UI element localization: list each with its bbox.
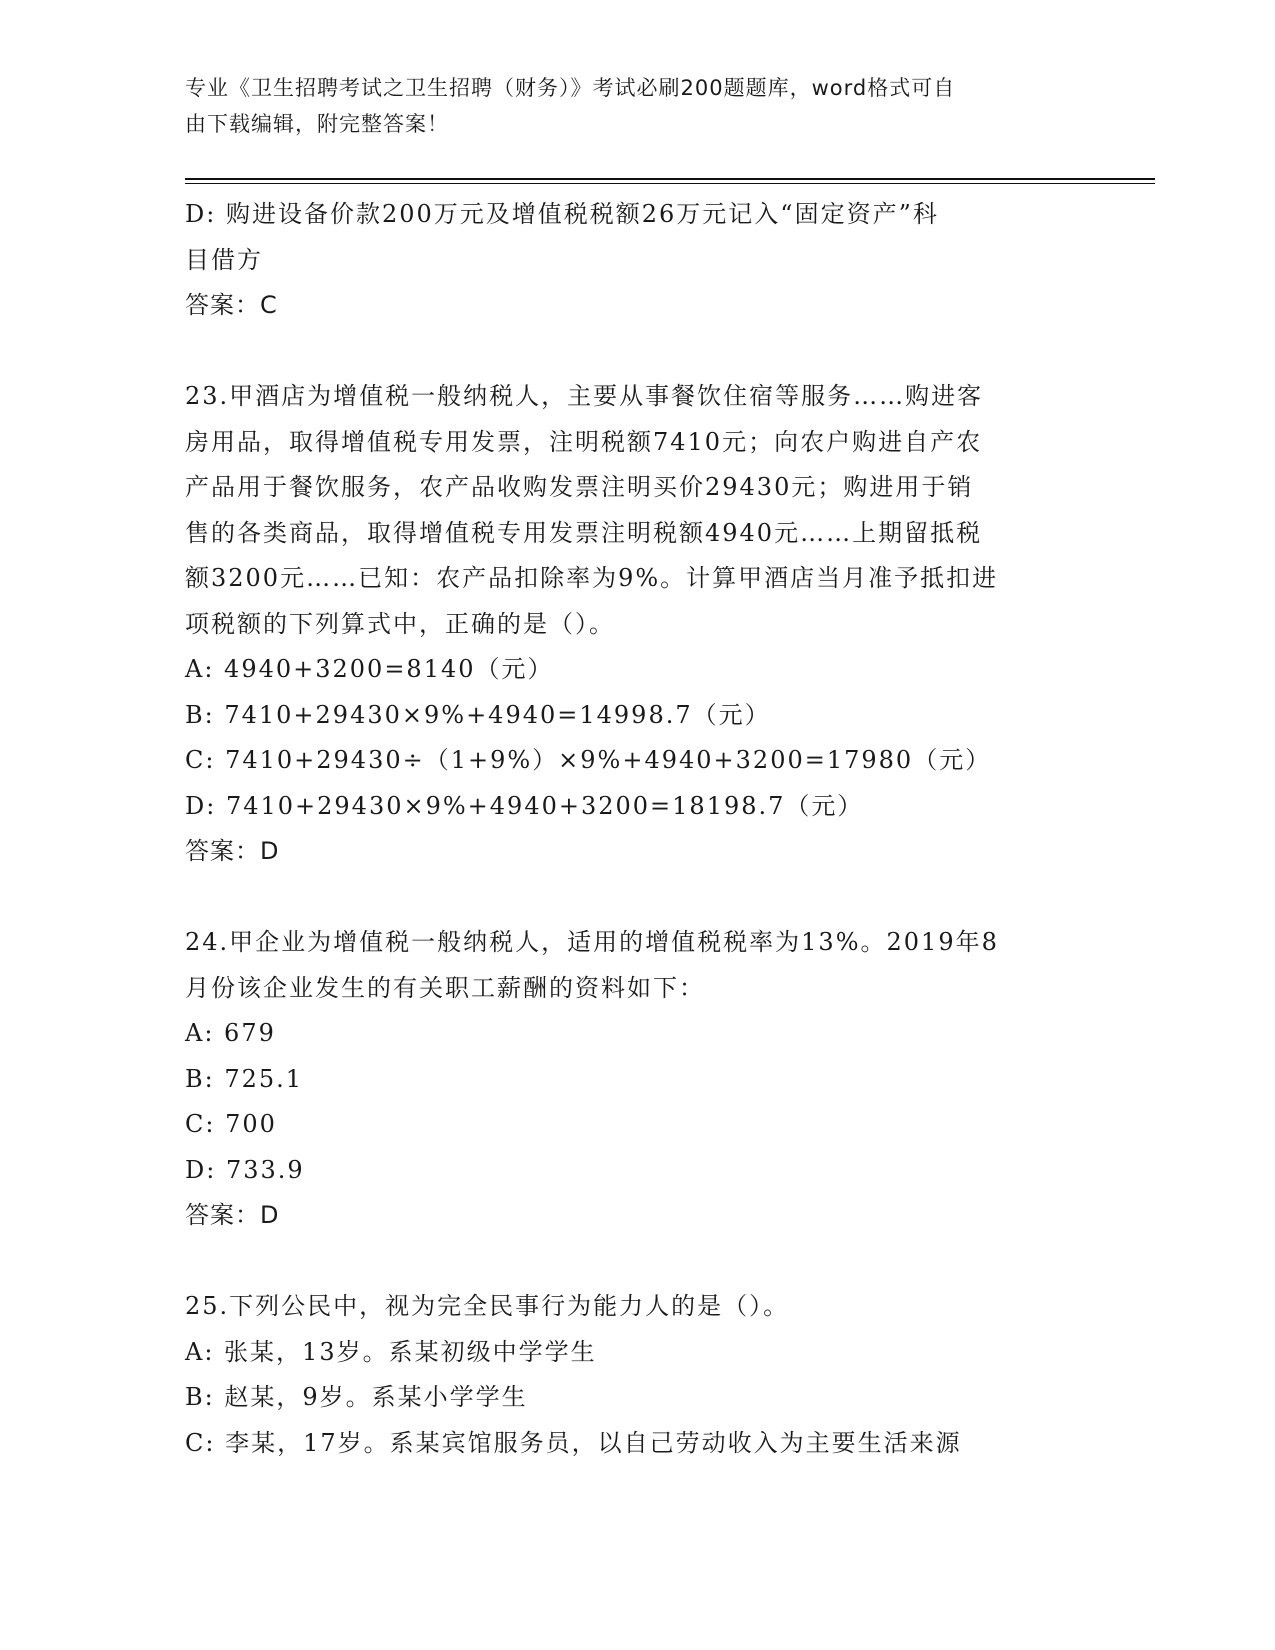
option-d: D: 购进设备价款200万元及增值税税额26万元记入“固定资产”科 — [185, 200, 939, 228]
question-stem-line: 23.甲酒店为增值税一般纳税人，主要从事餐饮住宿等服务……购进客 — [185, 382, 984, 410]
header-line: 专业《卫生招聘考试之卫生招聘（财务）》考试必刷200题题库，word格式可自 — [185, 76, 956, 100]
question-stem-line: 项税额的下列算式中，正确的是（）。 — [185, 609, 615, 638]
question-stem-line: 月份该企业发生的有关职工薪酬的资料如下： — [185, 973, 705, 1002]
header-line: 由下载编辑，附完整答案！ — [185, 112, 449, 136]
document-body — [185, 192, 1085, 1466]
question-stem-line: 24.甲企业为增值税一般纳税人，适用的增值税税率为13%。2019年8 — [185, 928, 999, 956]
option-d-cont: 目借方 — [185, 245, 263, 274]
spacer — [185, 329, 1085, 375]
option-d: D: 7410+29430×9%+4940+3200=18198.7（元） — [185, 791, 864, 820]
question-25 — [185, 1284, 1085, 1466]
header-divider-thick — [185, 178, 1155, 180]
question-23 — [185, 374, 1085, 875]
option-c: C: 7410+29430÷（1+9%）×9%+4940+3200=17980（元） — [185, 746, 992, 774]
answer-label: 答案：D — [185, 1201, 280, 1229]
option-b: B: 7410+29430×9%+4940=14998.7（元） — [185, 700, 771, 729]
option-c: C: 李某，17岁。系某宾馆服务员，以自己劳动收入为主要生活来源 — [185, 1428, 962, 1457]
option-a: A: 4940+3200=8140（元） — [185, 655, 554, 683]
question-stem-line: 房用品，取得增值税专用发票，注明税额7410元；向农户购进自产农 — [185, 427, 983, 456]
option-a: A: 张某，13岁。系某初级中学学生 — [185, 1337, 597, 1366]
header-divider-thin — [185, 183, 1155, 184]
question-24 — [185, 920, 1085, 1239]
option-a: A: 679 — [185, 1019, 276, 1047]
question-stem-line: 产品用于餐饮服务，农产品收购发票注明买价29430元；购进用于销 — [185, 473, 974, 501]
question-stem-line: 额3200元……已知：农产品扣除率为9%。计算甲酒店当月准予抵扣进 — [185, 564, 999, 592]
option-d: D: 733.9 — [185, 1155, 305, 1184]
spacer — [185, 875, 1085, 921]
question-stem-line: 25.下列公民中，视为完全民事行为能力人的是（）。 — [185, 1292, 790, 1320]
option-b: B: 赵某，9岁。系某小学学生 — [185, 1383, 528, 1411]
option-b: B: 725.1 — [185, 1064, 304, 1093]
question-stem-line: 售的各类商品，取得增值税专用发票注明税额4940元……上期留抵税 — [185, 518, 983, 547]
document-header — [185, 70, 1065, 142]
answer-label: 答案：D — [185, 837, 280, 865]
option-c: C: 700 — [185, 1110, 277, 1138]
spacer — [185, 1239, 1085, 1285]
answer-label: 答案：C — [185, 291, 278, 319]
